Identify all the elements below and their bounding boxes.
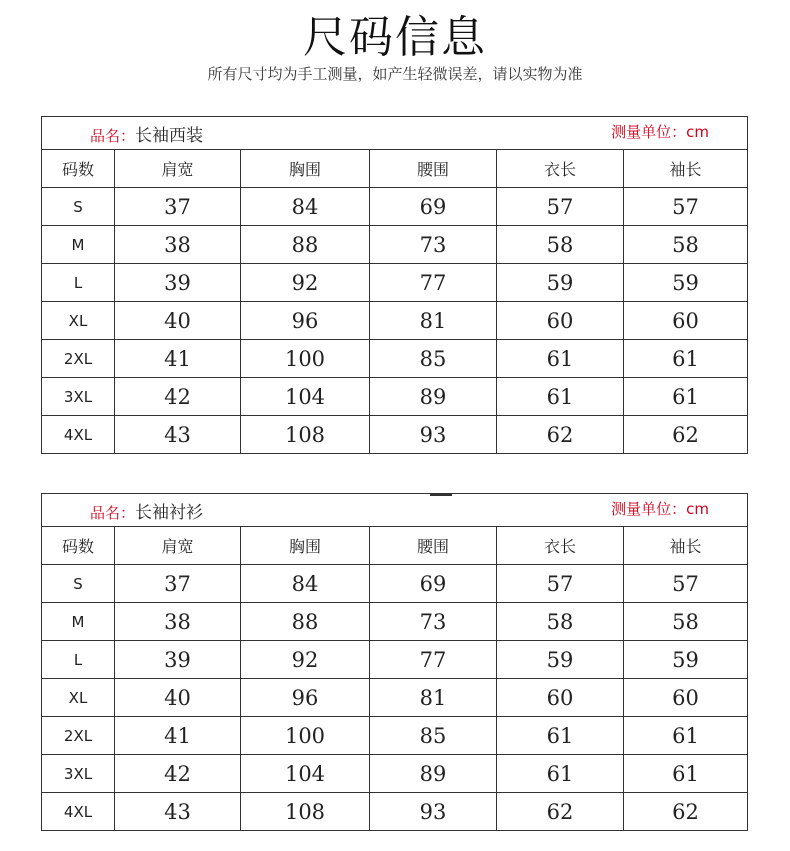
- size-label-cell: 4XL: [42, 793, 115, 831]
- table-row: [42, 188, 748, 226]
- product-name-value: 长袖衬衫: [135, 502, 204, 523]
- column-header: 码数: [42, 527, 115, 565]
- measurement-cell: 92: [241, 264, 370, 302]
- measurement-cell: 61: [497, 378, 624, 416]
- product-name-label: 品名：: [90, 503, 136, 522]
- measurement-cell: 61: [497, 717, 624, 755]
- size-label-cell: 3XL: [42, 378, 115, 416]
- size-label-cell: L: [42, 641, 115, 679]
- measurement-cell: 85: [370, 717, 497, 755]
- measurement-cell: 108: [241, 793, 370, 831]
- measurement-cell: 96: [241, 679, 370, 717]
- size-label-cell: M: [42, 226, 115, 264]
- column-header: 肩宽: [115, 527, 241, 565]
- measurement-cell: 62: [624, 793, 748, 831]
- measurement-cell: 69: [370, 565, 497, 603]
- measurement-cell: 81: [370, 302, 497, 340]
- table-info-row: [42, 494, 748, 527]
- measurement-cell: 104: [241, 378, 370, 416]
- measurement-cell: 108: [241, 416, 370, 454]
- measurement-cell: 60: [497, 302, 624, 340]
- measurement-cell: 58: [497, 603, 624, 641]
- size-label-cell: S: [42, 565, 115, 603]
- measure-unit-label: 测量单位：cm: [611, 499, 710, 518]
- measurement-cell: 59: [624, 641, 748, 679]
- measurement-cell: 42: [115, 378, 241, 416]
- measurement-cell: 41: [115, 340, 241, 378]
- table-header-row: [42, 150, 748, 188]
- measurement-cell: 61: [624, 755, 748, 793]
- size-label-cell: XL: [42, 302, 115, 340]
- measurement-cell: 85: [370, 340, 497, 378]
- table-row: [42, 340, 748, 378]
- measurement-cell: 60: [624, 302, 748, 340]
- table-row: [42, 755, 748, 793]
- measurement-cell: 60: [624, 679, 748, 717]
- measurement-cell: 57: [497, 188, 624, 226]
- measurement-cell: 58: [624, 603, 748, 641]
- measurement-cell: 40: [115, 302, 241, 340]
- measurement-cell: 39: [115, 264, 241, 302]
- measurement-cell: 77: [370, 641, 497, 679]
- measurement-cell: 38: [115, 226, 241, 264]
- measurement-cell: 42: [115, 755, 241, 793]
- page-title: 尺码信息: [303, 12, 487, 63]
- measurement-cell: 93: [370, 793, 497, 831]
- column-header: 袖长: [624, 527, 748, 565]
- size-label-cell: S: [42, 188, 115, 226]
- size-table-shirt: [41, 493, 748, 831]
- measurement-cell: 88: [241, 603, 370, 641]
- table-row: [42, 793, 748, 831]
- measurement-cell: 43: [115, 793, 241, 831]
- size-label-cell: 4XL: [42, 416, 115, 454]
- measurement-cell: 60: [497, 679, 624, 717]
- column-header: 胸围: [241, 527, 370, 565]
- measurement-cell: 81: [370, 679, 497, 717]
- measurement-cell: 73: [370, 226, 497, 264]
- table-row: [42, 378, 748, 416]
- measurement-cell: 37: [115, 188, 241, 226]
- measurement-cell: 88: [241, 226, 370, 264]
- size-label-cell: 2XL: [42, 340, 115, 378]
- column-header: 衣长: [497, 527, 624, 565]
- table-row: [42, 679, 748, 717]
- measurement-cell: 59: [497, 641, 624, 679]
- table-row: [42, 603, 748, 641]
- measurement-cell: 57: [497, 565, 624, 603]
- column-header: 腰围: [370, 150, 497, 188]
- measurement-cell: 61: [497, 755, 624, 793]
- column-header: 码数: [42, 150, 115, 188]
- measurement-cell: 58: [497, 226, 624, 264]
- size-label-cell: 2XL: [42, 717, 115, 755]
- measurement-cell: 96: [241, 302, 370, 340]
- column-header: 肩宽: [115, 150, 241, 188]
- measurement-cell: 69: [370, 188, 497, 226]
- table-row: [42, 264, 748, 302]
- measurement-cell: 43: [115, 416, 241, 454]
- table-row: [42, 302, 748, 340]
- measurement-cell: 104: [241, 755, 370, 793]
- size-label-cell: 3XL: [42, 755, 115, 793]
- column-header: 胸围: [241, 150, 370, 188]
- measurement-cell: 77: [370, 264, 497, 302]
- measurement-cell: 89: [370, 755, 497, 793]
- measurement-cell: 100: [241, 340, 370, 378]
- measurement-cell: 84: [241, 188, 370, 226]
- measurement-cell: 93: [370, 416, 497, 454]
- measurement-cell: 89: [370, 378, 497, 416]
- product-name-label: 品名：: [90, 126, 136, 145]
- measurement-cell: 73: [370, 603, 497, 641]
- measurement-cell: 59: [624, 264, 748, 302]
- measurement-cell: 57: [624, 188, 748, 226]
- measurement-cell: 61: [624, 378, 748, 416]
- measurement-cell: 61: [497, 340, 624, 378]
- size-label-cell: L: [42, 264, 115, 302]
- product-name-value: 长袖西装: [135, 125, 204, 146]
- measurement-cell: 61: [624, 717, 748, 755]
- column-header: 袖长: [624, 150, 748, 188]
- measurement-cell: 62: [624, 416, 748, 454]
- measurement-cell: 59: [497, 264, 624, 302]
- size-label-cell: XL: [42, 679, 115, 717]
- table-row: [42, 717, 748, 755]
- size-label-cell: M: [42, 603, 115, 641]
- measurement-cell: 37: [115, 565, 241, 603]
- measurement-cell: 62: [497, 416, 624, 454]
- table-header-row: [42, 527, 748, 565]
- measurement-cell: 62: [497, 793, 624, 831]
- page-subtitle: 所有尺寸均为手工测量，如产生轻微误差，请以实物为准: [207, 65, 583, 83]
- measurement-cell: 84: [241, 565, 370, 603]
- measurement-cell: 40: [115, 679, 241, 717]
- table-row: [42, 641, 748, 679]
- measurement-cell: 61: [624, 340, 748, 378]
- table-info-row: [42, 117, 748, 150]
- column-header: 腰围: [370, 527, 497, 565]
- table-row: [42, 226, 748, 264]
- measurement-cell: 41: [115, 717, 241, 755]
- measurement-cell: 92: [241, 641, 370, 679]
- size-table-suit: [41, 116, 748, 454]
- table-row: [42, 416, 748, 454]
- measurement-cell: 100: [241, 717, 370, 755]
- measurement-cell: 58: [624, 226, 748, 264]
- measurement-cell: 38: [115, 603, 241, 641]
- column-header: 衣长: [497, 150, 624, 188]
- measure-unit-label: 测量单位：cm: [611, 122, 710, 141]
- measurement-cell: 57: [624, 565, 748, 603]
- measurement-cell: 39: [115, 641, 241, 679]
- table-row: [42, 565, 748, 603]
